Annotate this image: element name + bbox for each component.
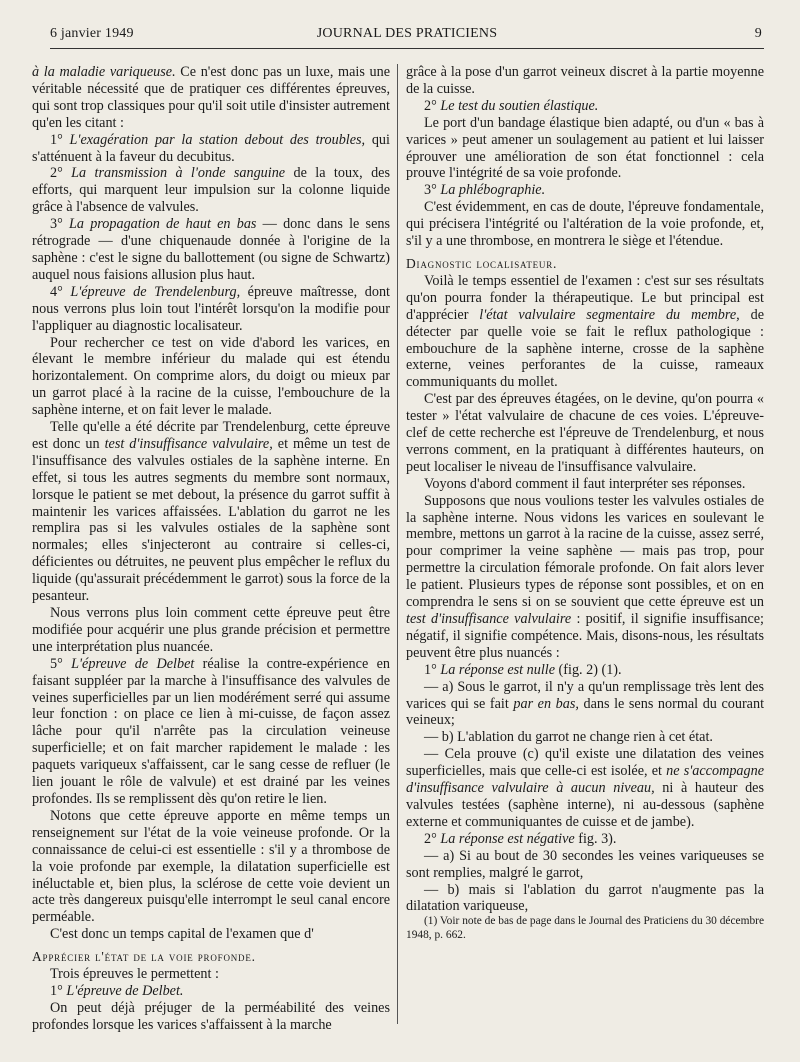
paragraph: C'est par des épreuves étagées, on le devine, qu'on pourra « tester » l'état valvulaire de chacune de ces voies. L'épreuve-clef de cette recherche est l'épreuve de Trendelenburg, et nous verrons comment, en la pratiquant à différentes hauteurs, on peut localiser le niveau de l'insuffisance valvulaire. (406, 391, 764, 475)
paragraph: — a) Sous le garrot, il n'y a qu'un remplissage très lent des varices qui se fait par en bas, dans le sens normal du courant veineux; (406, 678, 765, 729)
paragraph: — b) L'ablation du garrot ne change rien à cet état. (424, 729, 713, 746)
paragraph: C'est évidemment, en cas de doute, l'épreuve fondamentale, qui précisera l'intégrité ou l'altération de la voie profonde, et, s'il y a une thrombose, en montrera le siège et l'étendue. (406, 199, 764, 250)
paragraph: Trois épreuves le permettent : (50, 966, 219, 983)
paragraph: — Cela prouve (c) qu'il existe une dilatation des veines superficielles, mais que celle-ci est isolée, et ne s'accompagne d'insuffisance valvulaire à aucun niveau, ni à hauteur des valvules testées (saphène interne), ni au-dessous (saphène externe et communiquantes de cuisse et de jambe). (406, 746, 764, 830)
list-item: 2° La réponse est négative fig. 3). (424, 830, 617, 847)
right-column (406, 64, 764, 942)
header-page-number: 9 (754, 26, 762, 41)
column-divider (397, 64, 398, 1024)
paragraph: à la maladie variqueuse. Ce n'est donc pas un luxe, mais une véritable nécessité que de pratiquer ces différentes épreuves, qui sont trop classiques pour qu'il soit utile d'insister autrement qu'en les citant : (32, 64, 390, 131)
list-item: 4° L'épreuve de Trendelenburg, épreuve maîtresse, dont nous verrons plus loin tout l'intérêt lorsqu'on la modifie pour l'appliquer au diagnostic localisateur. (32, 283, 390, 334)
list-item: 1° L'exagération par la station debout des troubles, qui s'atténuent à la faveur du decubitus. (32, 131, 390, 165)
header-date: 6 janvier 1949 (50, 26, 134, 41)
paragraph: Voilà le temps essentiel de l'examen : c'est sur ses résultats qu'on pourra fonder la thérapeutique. Le but principal est d'apprécier l'état valvulaire segmentaire du membre, de détecter par quelle voie se fait le reflux pathologique : embouchure de la saphène interne, crosse de la saphène externe, veines perforantes de la cuisse, rameaux communiquants du mollet. (406, 272, 764, 391)
list-item: 3° La propagation de haut en bas — donc dans le sens rétrograde — d'une chiquenaude donnée à l'origine de la saphène : c'est le signe du ballottement (ou signe de Schwartz) auquel nous faisions allusion plus haut. (32, 216, 390, 283)
paragraph: C'est donc un temps capital de l'examen que d' (50, 926, 314, 943)
list-item: 3° La phlébographie. (424, 182, 546, 199)
header-journal-title: JOURNAL DES PRATICIENS (316, 26, 498, 41)
paragraph: Voyons d'abord comment il faut interpréter ses réponses. (424, 475, 746, 492)
list-item: 5° L'épreuve de Delbet réalise la contre-expérience en faisant suppléer par la marche à l'insuffisance des valvules de veines superficielles par un lien modérément serré qui assume leur fonction : on place ce lien à mi-cuisse, de façon assez lâche pour qu'il n'arrête pas la circulation veineuse superficielle; et on fait marcher rapidement le malade : les paquets variqueux s'affaissent, car le sang cesse de refluer (le lien jouant le rôle de valvule) et est drainé par les veines profondes. Ils se remplissent dès qu'on retire le lien. (32, 655, 390, 807)
section-heading: Diagnostic localisateur. (406, 255, 558, 271)
paragraph: grâce à la pose d'un garrot veineux discret à la partie moyenne de la cuisse. (406, 64, 764, 97)
page-header (50, 22, 764, 49)
list-item: 2° Le test du soutien élastique. (424, 97, 599, 114)
paragraph: Supposons que nous voulions tester les valvules ostiales de la saphène interne. Nous vidons les varices en soulevant le membre, mettons un garrot à la racine de la cuisse, assez serré, pour comprimer la veine saphène — mais pas trop, pour permettre la circulation fémorale profonde. On fait alors lever le patient. Plusieurs types de réponse sont possibles, et on en comprendra le sens si on se souvient que cette épreuve est un test d'insuffisance valvulaire : positif, il signifie insuffisance; négatif, il signifie compétence. Mais, disons-nous, les résultats peuvent être plus nuancés : (406, 492, 764, 661)
paragraph: Telle qu'elle a été décrite par Trendelenburg, cette épreuve est donc un test d'insuffisance valvulaire, et même un test de l'insuffisance des valvules ostiales de la saphène interne. En effet, si tous les autres segments du membre sont normaux, lorsque le patient se met debout, la présence du garrot suffit à maintenir les varices affaissées. L'ablation du garrot ne les remplira pas si les valvules ostiales de la saphène sont normales; elles s'injecteront au contraire si celles-ci, déficientes ou détruites, ne peuvent plus empêcher le reflux du liquide (qu'assurait précédemment le garrot) sous la force de la pesanteur. (32, 419, 391, 605)
list-item: 2° La transmission à l'onde sanguine de la toux, des efforts, qui marquent leur impulsion sur la colonne liquide grâce à l'absence de valvules. (32, 165, 390, 216)
section-heading: Apprécier l'état de la voie profonde. (32, 949, 256, 965)
left-column (32, 64, 390, 1034)
paragraph: Nous verrons plus loin comment cette épreuve peut être modifiée pour acquérir une plus grande précision et permettre une interprétation plus nuancée. (32, 605, 390, 655)
footnote: (1) Voir note de bas de page dans le Journal des Praticiens du 30 décembre 1948, p. 662. (406, 915, 764, 941)
list-item: 1° L'épreuve de Delbet. (50, 982, 184, 999)
paragraph: On peut déjà préjuger de la perméabilité des veines profondes lorsque les varices s'affaissent à la marche (32, 999, 390, 1033)
paragraph: — a) Si au bout de 30 secondes les veines variqueuses se sont remplies, malgré le garrot, (406, 847, 764, 881)
paragraph: Pour rechercher ce test on vide d'abord les varices, en élevant le membre inférieur du malade qui est étendu horizontalement. On comprime alors, du doigt ou mieux par un garrot placé à la racine de la cuisse, l'embouchure de la saphène interne, et on fait lever le malade. (32, 334, 390, 419)
paragraph: Le port d'un bandage élastique bien adapté, ou d'un « bas à varices » peut amener un soulagement au patient et lui laisser éprouver une amélioration de son état fonctionnel : cela prouve l'intégrité de sa voie profonde. (406, 114, 764, 182)
paragraph: Notons que cette épreuve apporte en même temps un renseignement sur l'état de la voie veineuse profonde. Or la connaissance de celui-ci est essentielle : s'il y a thrombose de la voie profonde par exemple, la dilatation superficielle est inéluctable et, bien plus, la sclérose de cette voie devient un acte très dangereux puisqu'elle interrompt le seul canal encore perméable. (32, 807, 390, 926)
list-item: 1° La réponse est nulle (fig. 2) (1). (424, 661, 622, 678)
paragraph: — b) mais si l'ablation du garrot n'augmente pas la dilatation variqueuse, (406, 881, 764, 915)
